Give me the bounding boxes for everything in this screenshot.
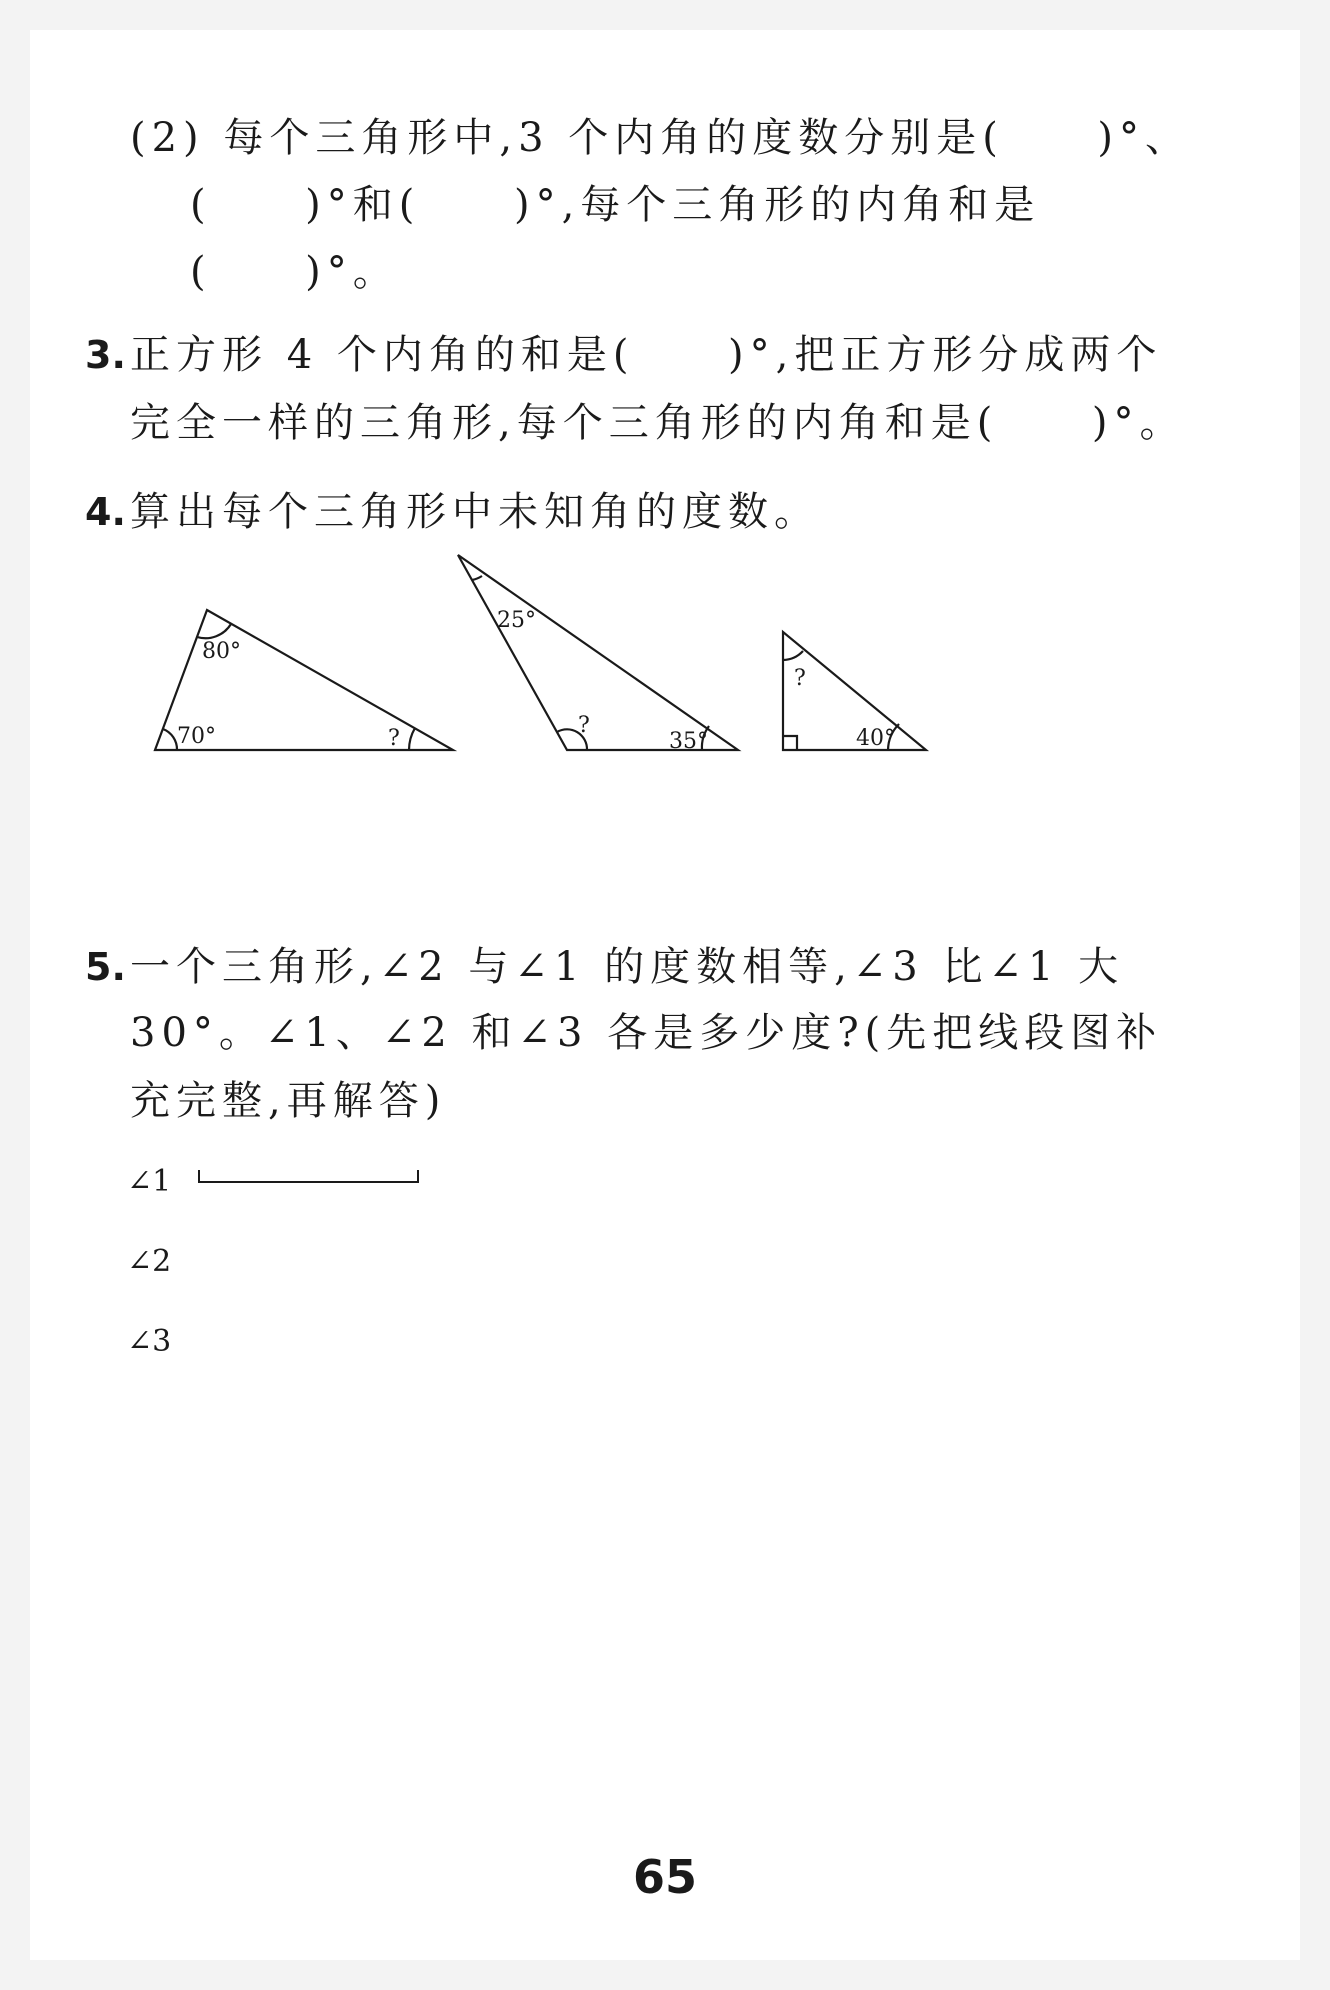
triangle-3-label-right: 40° [856, 726, 895, 751]
segment-label-angle3: ∠3 [127, 1324, 172, 1359]
triangle-1-label-top: 80° [202, 639, 241, 664]
segment-label-angle1: ∠1 [127, 1164, 172, 1199]
triangle-3-right-angle-mark [783, 736, 797, 750]
q2-sub-line3: ( )°。 [190, 249, 399, 295]
q3-line1: 正方形 4 个内角的和是( )°,把正方形分成两个 [130, 332, 1163, 378]
q4-number: 4. [85, 490, 126, 534]
q5-number: 5. [85, 945, 126, 989]
segment-label-angle2: ∠2 [127, 1244, 172, 1279]
page-number: 65 [632, 1850, 697, 1904]
q3-line2: 完全一样的三角形,每个三角形的内角和是( )°。 [130, 400, 1186, 446]
angle1-segment [194, 1168, 424, 1192]
q3-number: 3. [85, 333, 126, 377]
triangle-2-label-right: 35° [669, 729, 708, 754]
triangle-2 [458, 555, 738, 750]
triangle-3-label-top: ? [794, 666, 806, 691]
triangle-figures [0, 540, 1330, 800]
triangle-3-top-arc [783, 651, 803, 660]
q5-line1: 一个三角形,∠2 与∠1 的度数相等,∠3 比∠1 大 [130, 944, 1125, 990]
q5-line2: 30°。∠1、∠2 和∠3 各是多少度?(先把线段图补 [130, 1010, 1163, 1056]
triangle-2-top-arc [472, 576, 482, 580]
triangle-1-label-right: ? [388, 726, 400, 751]
q2-sub-line2: ( )°和( )°,每个三角形的内角和是 [190, 182, 1041, 228]
triangle-1-left-arc [163, 729, 177, 750]
worksheet-page [30, 30, 1300, 1960]
q5-line3: 充完整,再解答) [130, 1078, 447, 1124]
q4-text: 算出每个三角形中未知角的度数。 [130, 489, 820, 535]
triangle-2-label-top: 25° [497, 608, 536, 633]
q2-sub-line1: (2) 每个三角形中,3 个内角的度数分别是( )°、 [130, 115, 1192, 161]
triangle-3 [783, 632, 926, 750]
triangle-1-label-left: 70° [177, 724, 216, 749]
triangle-1-right-arc [409, 728, 415, 750]
triangle-2-label-left: ? [578, 713, 590, 738]
